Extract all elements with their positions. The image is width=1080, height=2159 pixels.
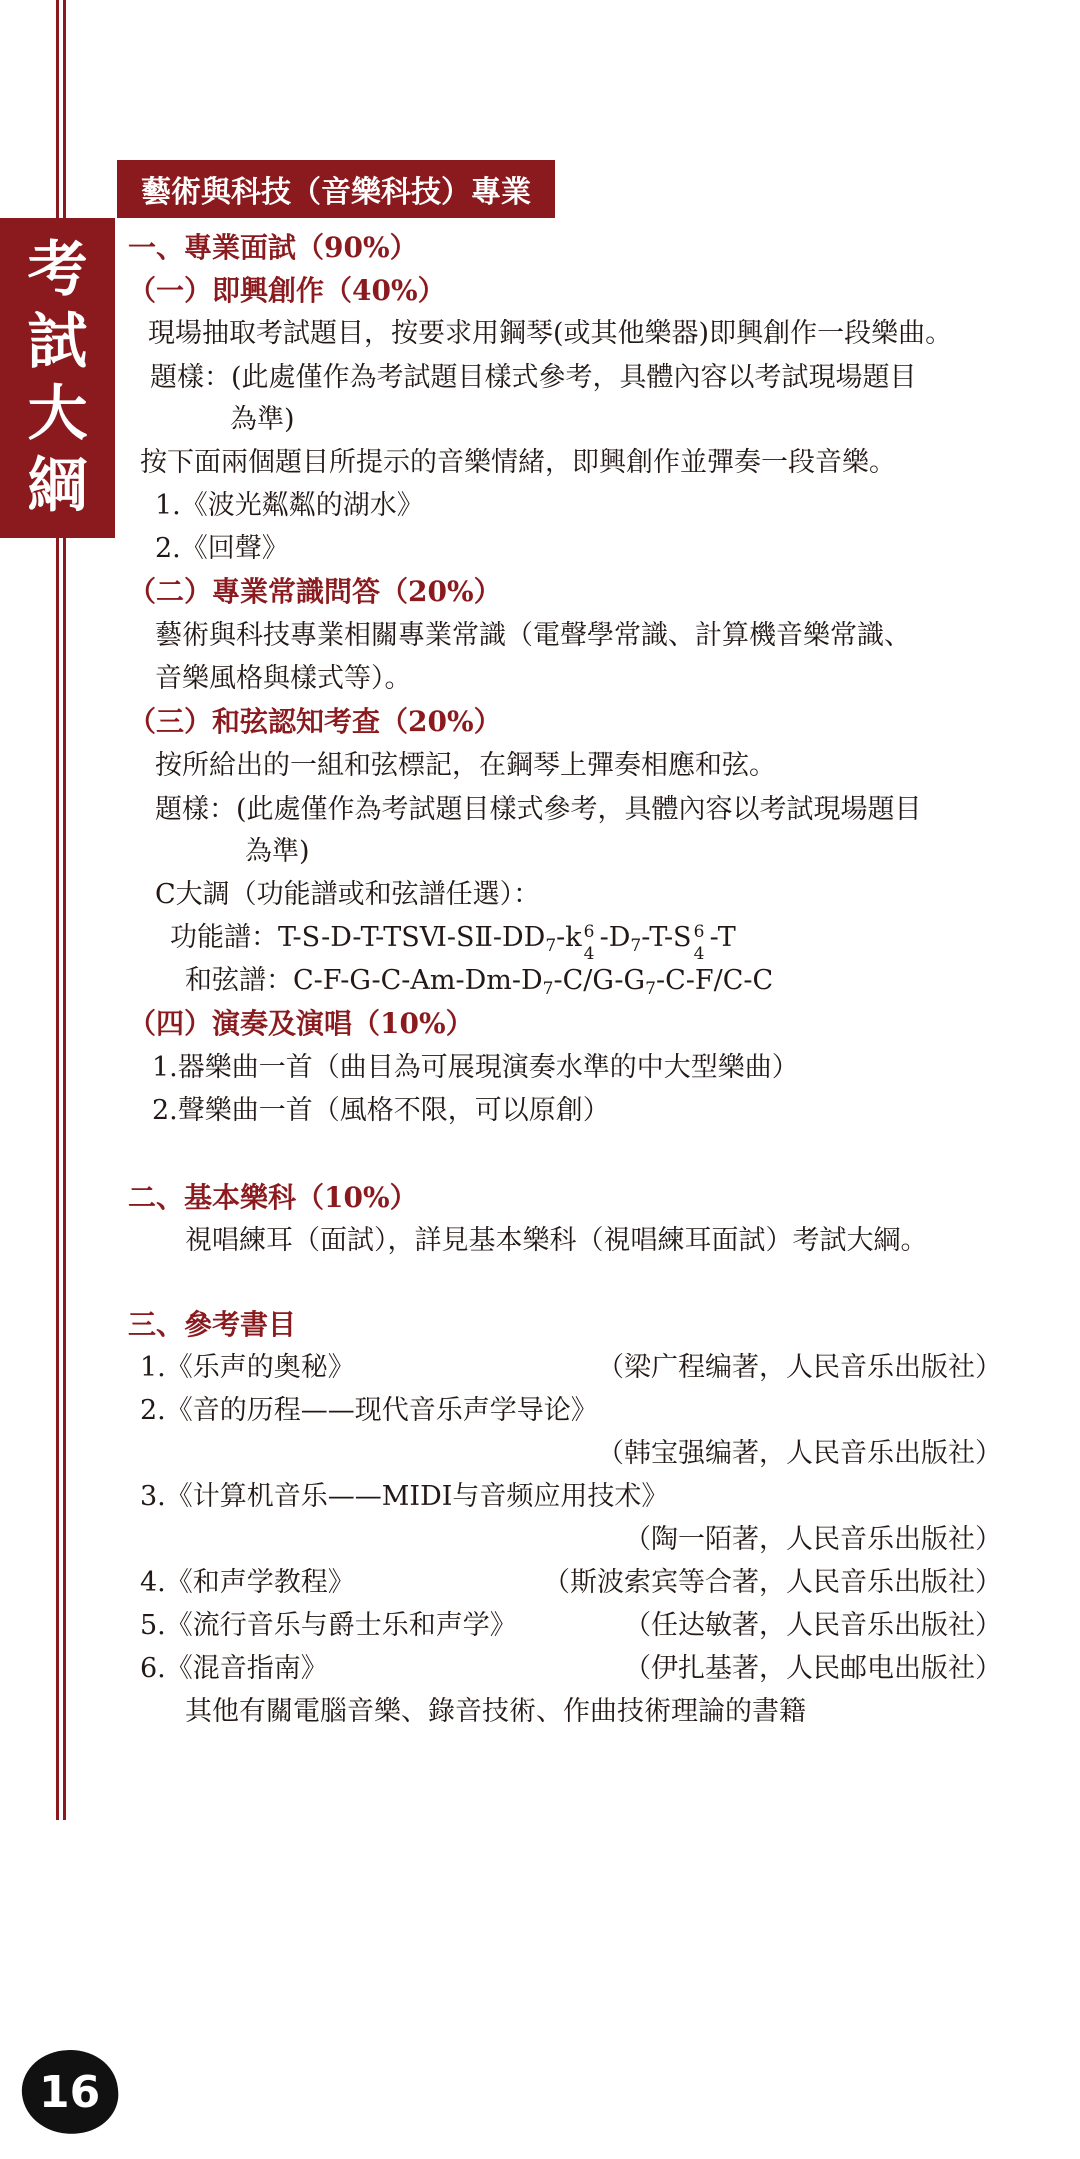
chord-notation	[185, 963, 773, 1007]
reference-title: 3.《计算机音乐——MIDI与音频应用技术》	[140, 1481, 669, 1512]
reference-publisher: （伊扎基著，人民邮电出版社）	[624, 1653, 1002, 1684]
subscript: 4	[693, 943, 705, 964]
sidebar-char: 大	[27, 379, 88, 449]
notation-text: k	[565, 922, 582, 953]
reference-title: 4.《和声学教程》	[140, 1567, 355, 1598]
superscript: 6	[583, 921, 595, 942]
sidebar-char: 考	[27, 235, 88, 305]
list-item: 2.《回聲》	[155, 533, 289, 564]
subscript: 7	[542, 979, 554, 999]
notation-text: -D	[599, 922, 631, 953]
reference-publisher: （韩宝强编著，人民音乐出版社）	[597, 1438, 1002, 1469]
sidebar-char: 綱	[27, 451, 88, 521]
section-heading: 三、參考書目	[128, 1308, 297, 1341]
subscript: 7	[545, 936, 557, 956]
list-item: 1.《波光粼粼的湖水》	[155, 490, 424, 521]
reference-title: 2.《音的历程——现代音乐声学导论》	[140, 1395, 598, 1426]
notation-text: -T-S	[641, 922, 692, 953]
list-item: 2.聲樂曲一首（風格不限，可以原創）	[152, 1095, 610, 1126]
paragraph: 題樣：(此處僅作為考試題目樣式參考，具體內容以考試現場題目	[150, 362, 917, 393]
subsection-heading: （三）和弦認知考查（20%）	[128, 705, 502, 738]
subsection-heading: （四）演奏及演唱（10%）	[128, 1007, 474, 1040]
paragraph: 其他有關電腦音樂、錄音技術、作曲技術理論的書籍	[185, 1696, 806, 1727]
reference-title: 6.《混音指南》	[140, 1653, 328, 1684]
subsection-heading: （一）即興創作（40%）	[128, 274, 446, 307]
paragraph: 音樂風格與樣式等）。	[155, 663, 412, 694]
paragraph: 為準)	[230, 404, 295, 435]
page-number: 16	[39, 2066, 101, 2118]
paragraph: 題樣：(此處僅作為考試題目樣式參考，具體內容以考試現場題目	[155, 794, 922, 825]
function-notation	[170, 920, 736, 964]
paragraph: 按所給出的一組和弦標記，在鋼琴上彈奏相應和弦。	[155, 750, 776, 781]
superscript: 6	[693, 921, 705, 942]
subsection-heading: （二）專業常識問答（20%）	[128, 575, 502, 608]
notation-text: -	[556, 922, 566, 953]
notation-text: -C/G-G	[553, 965, 646, 996]
subscript: 4	[583, 943, 595, 964]
section-heading: 一、專業面試（90%）	[128, 231, 418, 264]
reference-publisher: （任达敏著，人民音乐出版社）	[624, 1610, 1002, 1641]
paragraph: C大調（功能譜或和弦譜任選）：	[155, 879, 541, 910]
notation-text: C-F-G-C-Am-Dm-D	[293, 965, 543, 996]
figured-bass	[692, 921, 710, 964]
notation-text: -C-F/C-C	[655, 965, 774, 996]
reference-publisher: （斯波索宾等合著，人民音乐出版社）	[543, 1567, 1002, 1598]
page-number-badge	[18, 2045, 122, 2139]
sidebar-char: 試	[27, 307, 88, 377]
paragraph: 藝術與科技專業相關專業常識（電聲學常識、計算機音樂常識、	[155, 620, 911, 651]
reference-publisher: （陶一陌著，人民音乐出版社）	[624, 1524, 1002, 1555]
label: 和弦譜：	[185, 965, 293, 996]
notation-text: -T	[709, 922, 736, 953]
reference-publisher: （梁广程编著，人民音乐出版社）	[597, 1352, 1002, 1383]
reference-title: 1.《乐声的奥秘》	[140, 1352, 355, 1383]
label: 功能譜：	[170, 922, 278, 953]
subscript: 7	[645, 979, 656, 999]
paragraph: 按下面兩個題目所提示的音樂情緒，即興創作並彈奏一段音樂。	[140, 447, 896, 478]
paragraph: 現場抽取考試題目，按要求用鋼琴(或其他樂器)即興創作一段樂曲。	[148, 318, 953, 349]
sidebar-tab	[0, 218, 115, 538]
subscript: 7	[630, 936, 642, 956]
notation-text: T-S-D-T-TSⅥ-SⅡ-DD	[278, 922, 546, 953]
page-title: 藝術與科技（音樂科技）專業	[117, 160, 555, 218]
list-item: 1.器樂曲一首（曲目為可展現演奏水準的中大型樂曲）	[152, 1052, 799, 1083]
reference-title: 5.《流行音乐与爵士乐和声学》	[140, 1610, 517, 1641]
section-heading: 二、基本樂科（10%）	[128, 1181, 418, 1214]
paragraph: 為準)	[245, 836, 310, 867]
paragraph: 視唱練耳（面試），詳見基本樂科（視唱練耳面試）考試大綱。	[185, 1225, 928, 1256]
figured-bass	[582, 921, 600, 964]
